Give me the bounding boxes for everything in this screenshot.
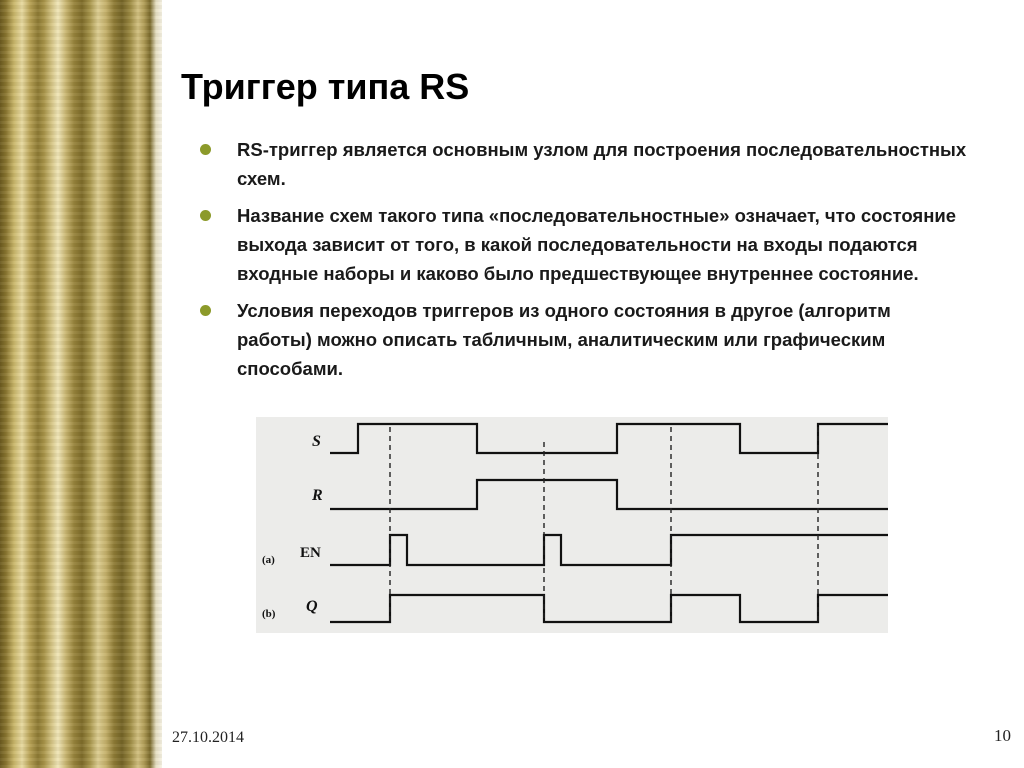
bullet-text: Условия переходов триггеров из одного состояния в другое (алгоритм работы) можно описать табличным, аналитическим или графическим способами. [237,300,891,379]
slide-title: Триггер типа RS [181,66,470,107]
page-number: 10 [994,726,1011,745]
signal-label-q: Q [306,598,318,615]
waveform-en [330,535,888,565]
signal-label-r: R [312,487,323,504]
signal-label-s: S [312,433,321,450]
bullet-dot-icon [200,210,211,221]
timing-diagram [256,417,888,633]
bullet-dot-icon [200,305,211,316]
decorative-sidebar [0,0,162,768]
bullet-text: RS-триггер является основным узлом для построения последовательностных схем. [237,139,967,189]
waveform-s [330,424,888,453]
bullet-dot-icon [200,144,211,155]
signal-label-en: EN [300,545,321,561]
waveform-q [330,595,888,622]
signal-prefix-a: (a) [262,554,275,566]
bullet-item [200,201,970,288]
bullet-text: Название схем такого типа «последовательностные» означает, что состояние выхода зависит от того, в какой последовательности на входы подаются входные наборы и каково было предшествующее внутреннее состояние. [237,205,957,284]
bullet-list [200,135,970,391]
waveform-r [330,480,888,509]
bullet-item [200,135,970,193]
timing-diagram-svg [256,417,888,633]
signal-prefix-b: (b) [262,608,276,620]
bullet-item [200,296,970,383]
footer-date: 27.10.2014 [172,729,244,746]
